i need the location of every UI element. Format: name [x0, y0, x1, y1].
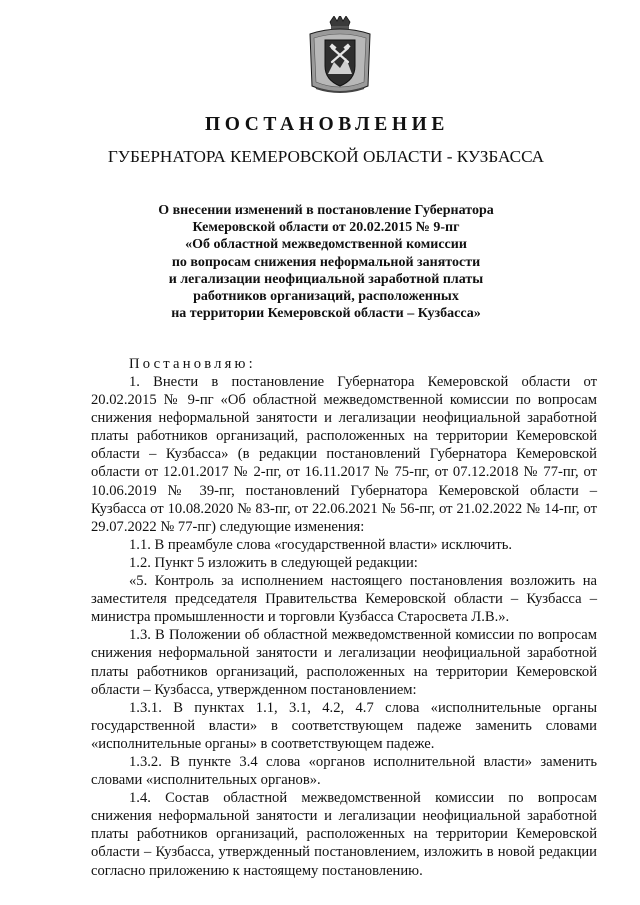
paragraph-1-1: 1.1. В преамбуле слова «государственной власти» исключить.	[129, 536, 513, 553]
paragraph-1: 1. Внести в постановление Губернатора Кемеровской области от 20.02.2015 № 9-пг «Об областной межведомственной комиссии по вопросам снижения неформальной занятости и легализации неофициальной заработной платы работников организаций, расположенных на территории Кемеровской области – Кузбасса» (в редакции постановлений Губернатора Кемеровской области от 12.01.2017 № 2-пг, от 16.11.2017 № 75-пг, от 07.12.2018 № 77-пг, от 10.06.2019 № 39-пг, постановлений Губернатора Кемеровской области – Кузбасса от 10.08.2020 № 83-пг, от 22.06.2021 № 56-пг, от 21.02.2022 № 14-пг, от 29.07.2022 № 77-пг) следующие изменения:	[91, 374, 597, 535]
subject-line: и легализации неофициальной заработной платы	[168, 271, 484, 287]
paragraph-1-3: 1.3. В Положении об областной межведомственной комиссии по вопросам снижения неформальной занятости и легализации неофициальной заработной платы работников организаций, расположенных на территории Кемеровской области – Кузбасса, утвержденном постановлением:	[91, 627, 597, 698]
paragraph-1-4: 1.4. Состав областной межведомственной комиссии по вопросам снижения неформальной занятости и легализации неофициальной заработной платы работников организаций, расположенных на территории Кемеровской области – Кузбасса, утвержденный постановлением, изложить в новой редакции согласно приложению к настоящему постановлению.	[91, 790, 597, 879]
paragraph-1-3-1: 1.3.1. В пунктах 1.1, 3.1, 4.2, 4.7 слова «исполнительные органы государственной власти» в соответствующем падеже заменить словами «исполнительные органы» в соответствующем падеже.	[91, 699, 597, 752]
decree-word: Постановляю:	[129, 356, 256, 372]
subject-line: «Об областной межведомственной комиссии	[185, 237, 467, 253]
subject-line: Кемеровской области от 20.02.2015 № 9-пг	[192, 220, 460, 236]
subject-line: О внесении изменений в постановление Губернатора	[158, 203, 494, 218]
issuer-title: ГУБЕРНАТОРА КЕМЕРОВСКОЙ ОБЛАСТИ - КУЗБАССА	[107, 147, 545, 166]
subject-line: на территории Кемеровской области – Кузбасса»	[171, 306, 481, 322]
document-body	[91, 373, 597, 880]
document-type-title: ПОСТАНОВЛЕНИЕ	[204, 114, 450, 135]
kuzbass-coat-of-arms-icon	[306, 16, 374, 98]
subject-line: работников организаций, расположенных	[193, 289, 459, 305]
paragraph-1-3-2: 1.3.2. В пункте 3.4 слова «органов исполнительной власти» заменить словами «исполнительных органов».	[91, 753, 597, 789]
document-subject	[90, 202, 550, 322]
subject-line: по вопросам снижения неформальной занятости	[171, 254, 481, 270]
paragraph-1-2: 1.2. Пункт 5 изложить в следующей редакции:	[129, 554, 418, 571]
paragraph-quote-5: «5. Контроль за исполнением настоящего постановления возложить на заместителя председателя Правительства Кемеровской области – Кузбасса – министра промышленности и торговли Кузбасса Старосвета Л.В.».	[91, 573, 597, 626]
